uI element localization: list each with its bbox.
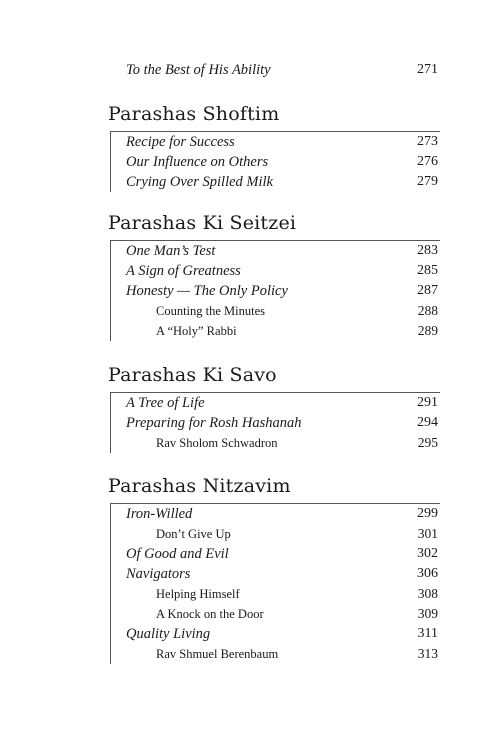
section-entries [110,393,440,453]
toc-entry[interactable] [110,564,440,584]
entry-page-number: 302 [417,546,438,561]
entry-page-number: 306 [417,566,438,581]
toc-subentry[interactable] [110,584,440,604]
section-heading: Parashas Nitzavim [108,475,291,497]
entry-page-number: 295 [417,435,438,450]
entry-page-number: 287 [417,283,438,298]
entry-page-number: 311 [417,626,438,641]
entry-page-number: 285 [417,263,438,278]
section-parashas-shoftim [110,101,440,192]
entry-page-number: 289 [417,323,438,338]
section-parashas-ki-seitzei [110,210,440,341]
entry-title: Our Influence on Others [126,154,269,170]
section-entries [110,132,440,192]
toc-entry[interactable] [110,413,440,433]
section-parashas-nitzavim [110,473,440,664]
entry-title: Quality Living [126,626,211,642]
entry-page-number: 301 [417,526,438,541]
entry-page-number: 283 [417,243,438,258]
section-heading: Parashas Shoftim [108,103,280,125]
intro-entries [110,60,440,80]
entry-page-number: 294 [417,415,438,430]
toc-entry[interactable] [110,504,440,524]
toc-subentry[interactable] [110,433,440,453]
entry-page-number: 291 [417,395,438,410]
section-parashas-ki-savo [110,362,440,453]
toc-entry[interactable] [110,281,440,301]
entry-page-number: 308 [417,586,438,601]
subentry-title: Rav Sholom Schwadron [156,436,278,450]
entry-title: A Sign of Greatness [126,263,241,279]
toc-entry[interactable] [110,624,440,644]
toc-subentry[interactable] [110,644,440,664]
entry-title: Preparing for Rosh Hashanah [126,415,302,431]
entry-page-number: 279 [417,174,438,189]
entry-page-number: 299 [417,506,438,521]
subentry-title: Don’t Give Up [156,527,231,541]
toc-subentry[interactable] [110,321,440,341]
entry-title: One Man’s Test [126,243,216,259]
toc-entry[interactable] [110,60,440,80]
toc-entry[interactable] [110,172,440,192]
section-heading: Parashas Ki Savo [108,364,277,386]
toc-subentry[interactable] [110,604,440,624]
toc-entry[interactable] [110,544,440,564]
entry-page-number: 309 [417,606,438,621]
entry-title: Crying Over Spilled Milk [126,174,273,190]
toc-subentry[interactable] [110,301,440,321]
subentry-title: Helping Himself [156,587,240,601]
subentry-title: A Knock on the Door [156,607,264,621]
subentry-title: A “Holy” Rabbi [156,324,237,338]
toc-entry[interactable] [110,132,440,152]
entry-title: Iron-Willed [126,506,193,522]
entry-page-number: 288 [417,303,438,318]
entry-page-number: 313 [417,646,438,661]
subentry-title: Rav Shmuel Berenbaum [156,647,279,661]
entry-page-number: 276 [417,154,438,169]
toc-entry[interactable] [110,393,440,413]
entry-title: Navigators [126,566,191,582]
entry-page-number: 273 [417,134,438,149]
subentry-title: Counting the Minutes [156,304,266,318]
toc-subentry[interactable] [110,524,440,544]
toc-entry[interactable] [110,261,440,281]
section-entries [110,504,440,664]
toc-entry[interactable] [110,152,440,172]
intro-entry [110,60,440,80]
entry-page-number: 271 [417,62,438,77]
entry-title: Honesty — The Only Policy [126,283,288,299]
section-heading: Parashas Ki Seitzei [108,212,297,234]
entry-title: To the Best of His Ability [126,62,271,78]
toc-entry[interactable] [110,241,440,261]
entry-title: Of Good and Evil [126,546,229,562]
entry-title: Recipe for Success [126,134,235,150]
entry-title: A Tree of Life [126,395,205,411]
section-entries [110,241,440,341]
